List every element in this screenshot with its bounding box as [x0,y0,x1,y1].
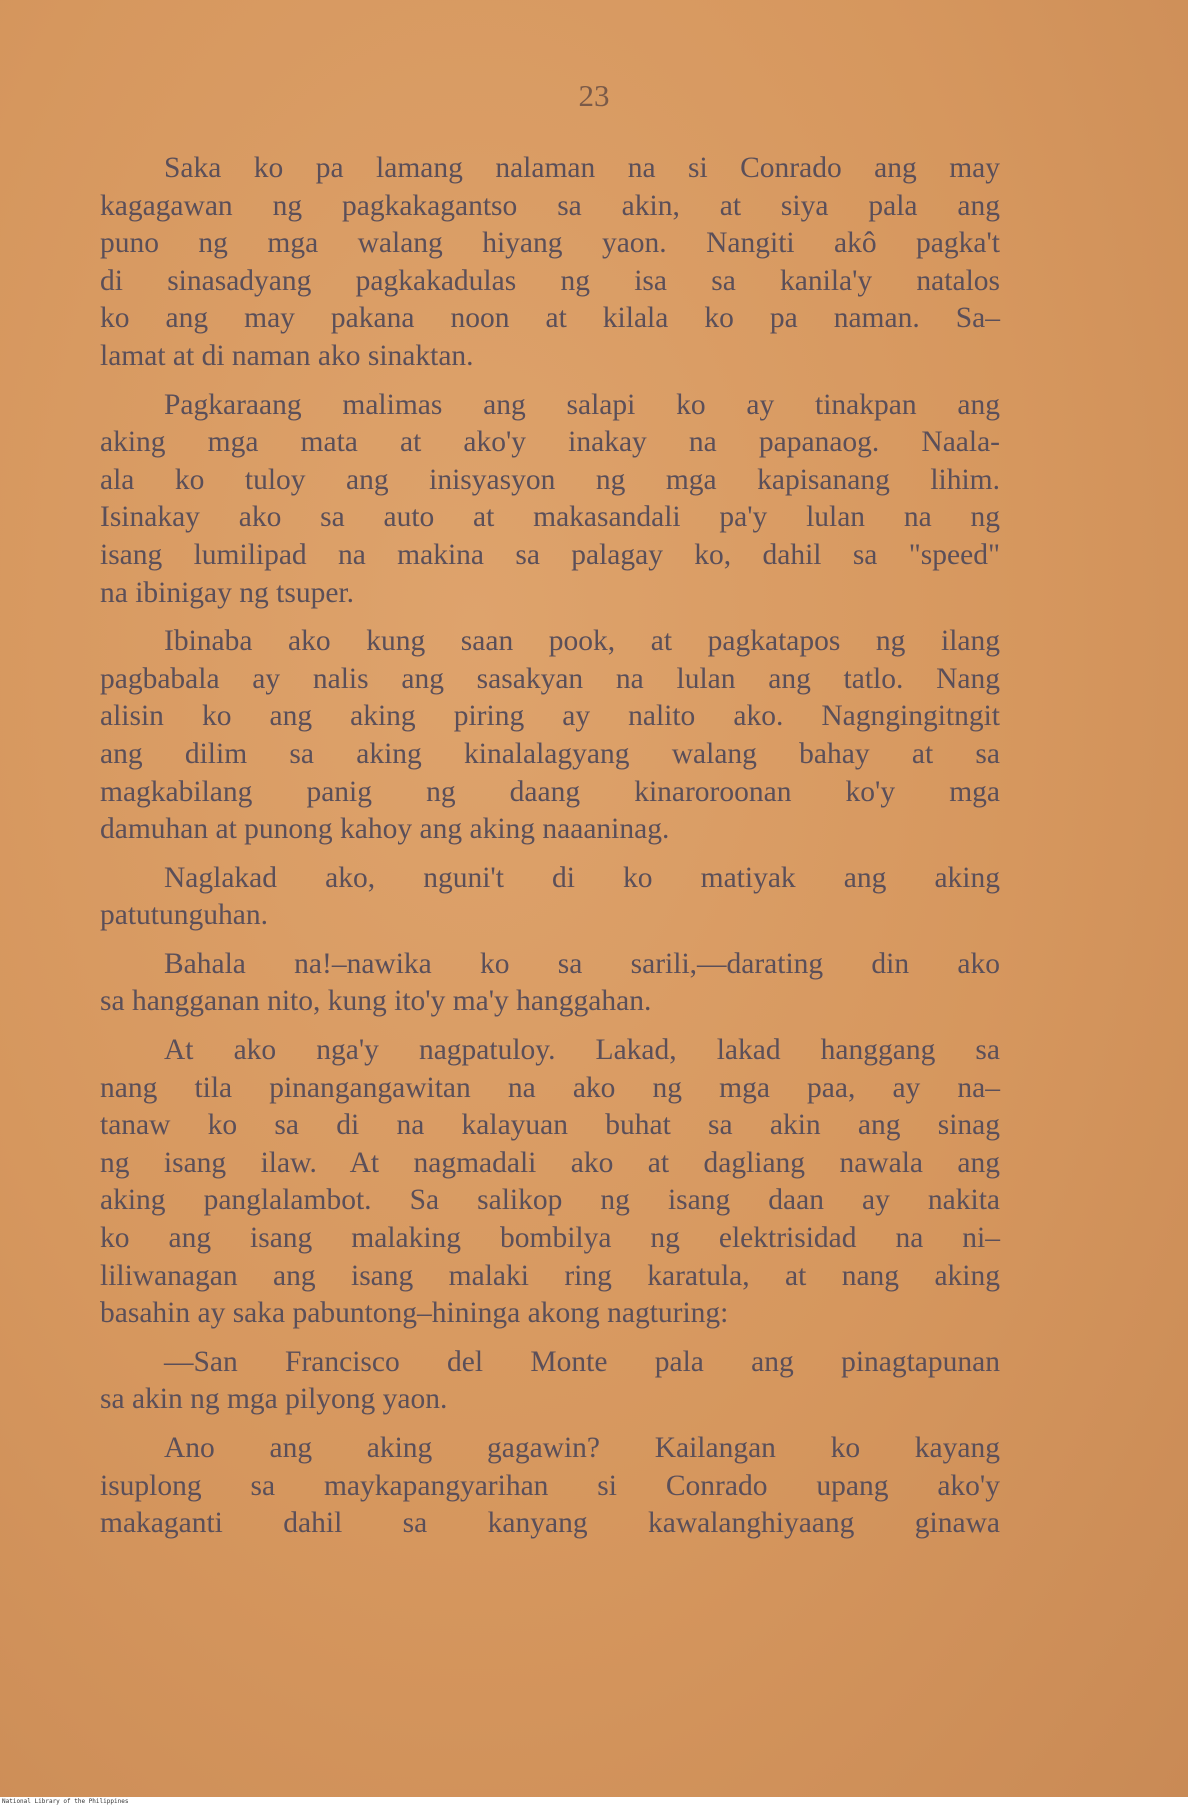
body-text [100,150,1000,1554]
paragraph [100,860,1000,935]
text-line: isang lumilipad na makina sa palagay ko, dahil sa "speed" [100,538,1000,571]
text-line: aking mga mata at ako'y inakay na papanaog. Naala- [100,426,1000,459]
paragraph [100,1032,1000,1333]
paragraph [100,946,1000,1021]
text-line: Ibinaba ako kung saan pook, at pagkatapos ng ilang [164,625,1000,658]
text-line: ang dilim sa aking kinalalagyang walang bahay at sa [100,737,1000,770]
text-line: Bahala na!–nawika ko sa sarili,—darating din ako [164,947,1000,980]
text-line: patutunguhan. [100,899,268,932]
text-line: Pagkaraang malimas ang salapi ko ay tinakpan ang [164,388,1000,421]
text-line: Ano ang aking gagawin? Kailangan ko kayang [164,1432,1000,1464]
text-line: na ibinigay ng tsuper. [100,576,354,609]
text-line: ala ko tuloy ang inisyasyon ng mga kapisanang lihim. [100,463,1000,496]
footer-credit: National Library of the Philippines [2,1798,129,1805]
text-line: alisin ko ang aking piring ay nalito ako. Nagngingitngit [100,700,1000,733]
text-line: ko ang may pakana noon at kilala ko pa naman. Sa– [100,302,1000,335]
text-line: —San Francisco del Monte pala ang pinagtapunan [164,1345,1000,1378]
text-line: sa hangganan nito, kung ito'y ma'y hanggahan. [100,985,652,1018]
paragraph [100,387,1000,613]
paragraph [100,1344,1000,1419]
paragraph [100,150,1000,376]
text-line: damuhan at punong kahoy ang aking naaaninag. [100,813,670,846]
text-line: At ako nga'y nagpatuloy. Lakad, lakad hanggang sa [164,1034,1000,1067]
text-line: makaganti dahil sa kanyang kawalanghiyaang ginawa [100,1507,1000,1540]
text-line: basahin ay saka pabuntong–hininga akong nagturing: [100,1297,729,1330]
text-line: isuplong sa maykapangyarihan si Conrado upang ako'y [100,1469,1000,1502]
text-line: magkabilang panig ng daang kinaroroonan ko'y mga [100,775,1000,808]
text-line: kagagawan ng pagkakagantso sa akin, at siya pala ang [100,189,1000,222]
text-line: liliwanagan ang isang malaki ring karatula, at nang aking [100,1259,1000,1292]
text-line: puno ng mga walang hiyang yaon. Nangiti akô pagka't [100,227,1000,260]
text-line: Saka ko pa lamang nalaman na si Conrado ang may [164,152,1000,184]
text-line: nang tila pinangangawitan na ako ng mga paa, ay na– [100,1071,1000,1104]
text-line: aking panglalambot. Sa salikop ng isang daan ay nakita [100,1184,1000,1217]
text-line: ko ang isang malaking bombilya ng elektrisidad na ni– [100,1222,1000,1255]
text-line: Isinakay ako sa auto at makasandali pa'y lulan na ng [100,501,1000,534]
text-line: lamat at di naman ako sinaktan. [100,339,474,372]
text-line: pagbabala ay nalis ang sasakyan na lulan ang tatlo. Nang [100,662,1000,695]
text-line: sa akin ng mga pilyong yaon. [100,1383,448,1416]
page-number: 23 [578,78,610,113]
paragraph [100,623,1000,849]
text-line: tanaw ko sa di na kalayuan buhat sa akin ang sinag [100,1109,1000,1142]
text-line: ng isang ilaw. At nagmadali ako at dagliang nawala ang [100,1146,1000,1179]
paragraph [100,1430,1000,1543]
text-line: Naglakad ako, nguni't di ko matiyak ang aking [164,861,1000,894]
text-line: di sinasadyang pagkakadulas ng isa sa kanila'y natalos [100,264,1000,297]
